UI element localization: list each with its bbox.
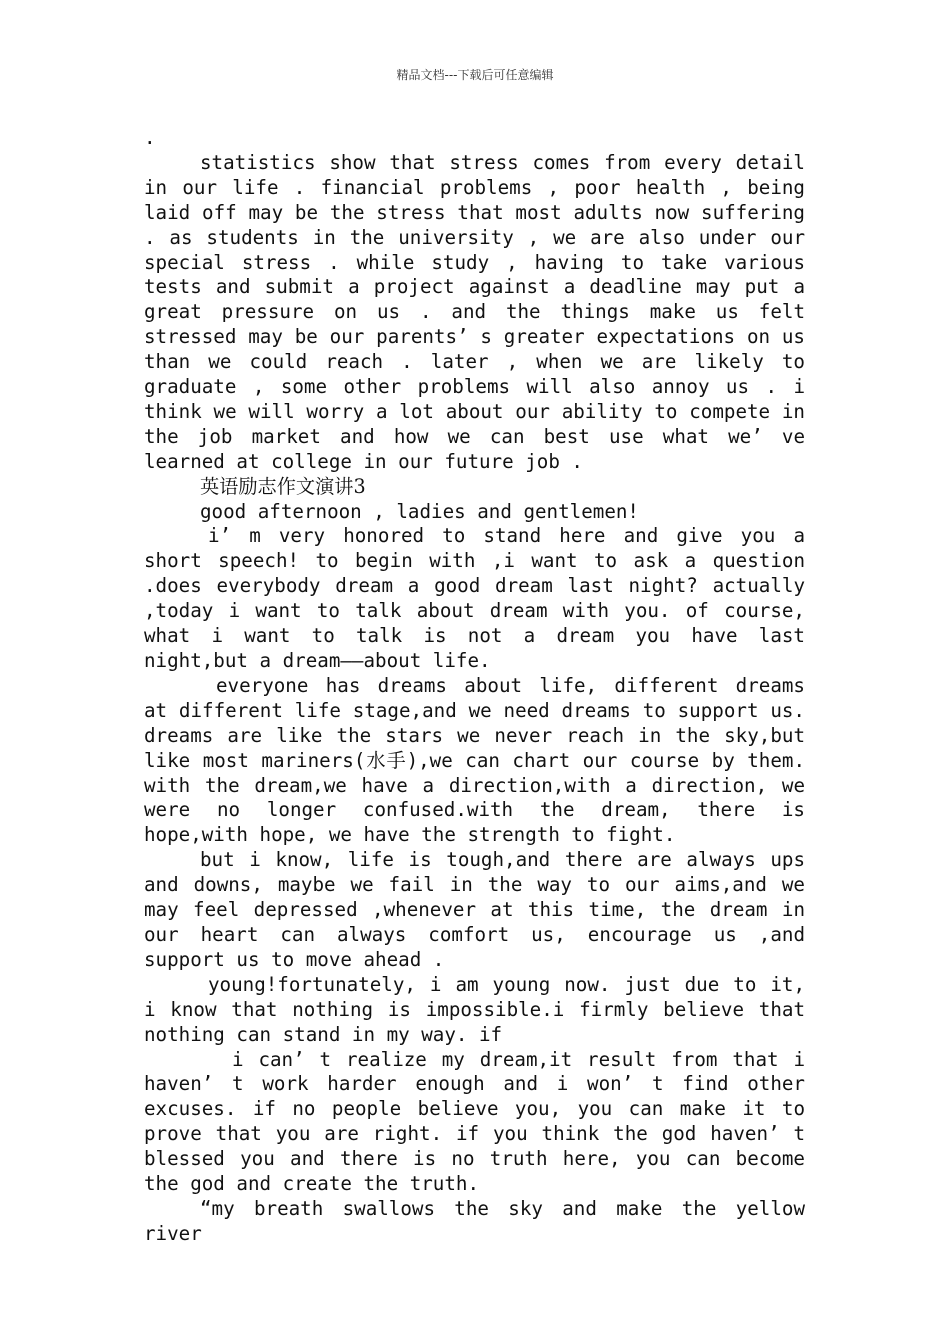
lead-mark: . [144, 126, 156, 149]
paragraph-dreams: everyone has dreams about life, different dreams at different life stage,and we need dreams to support us. dreams are like the stars we never reach in the sky,but like most mariners(水手),we can chart our course by them. with the dream,we have a direction,with a direction, we were no longer confused.with the dream, there is hope,with hope, we have the strength to fight. [144, 673, 805, 847]
section-heading: 英语励志作文演讲3 [200, 474, 366, 498]
document-body [144, 126, 805, 1247]
greeting-line: good afternoon , ladies and gentlemen! [200, 499, 639, 523]
paragraph-realize: i can’ t realize my dream,it result from that i haven’ t work harder enough and i won’ t find other excuses. if no people believe you, you can make it to prove that you are right. if you think the god haven’ t blessed you and there is no truth here, you can become the god and create the truth. [144, 1047, 805, 1196]
paragraph-intro: i’ m very honored to stand here and give you a short speech! to begin with ,i want to ask a question .does everybody dream a good dream last night? actually ,today i want to talk about dream with you. of course, what i want to talk is not a dream you have last night,but a dream——about life. [144, 524, 805, 673]
paragraph-tough-life: but i know, life is tough,and there are always ups and downs, maybe we fail in the way to our aims,and we may feel depressed ,whenever at this time, the dream in our heart can always comfort us, encourage us ,and support us to move ahead . [144, 848, 805, 971]
paragraph-young: young!fortunately, i am young now. just due to it, i know that nothing is impossible.i firmly believe that nothing can stand in my way. if [144, 972, 805, 1046]
page-header: 精品文档---下载后可任意编辑 [396, 68, 554, 82]
paragraph-quote: “my breath swallows the sky and make the yellow river [144, 1196, 805, 1245]
paragraph-stress: statistics show that stress comes from every detail in our life . financial problems , poor health , being laid off may be the stress that most adults now suffering . as students in the university , we are also under our special stress . while study , having to take various tests and submit a project against a deadline may put a great pressure on us . and the things make us felt stressed may be our parents’ s greater expectations on us than we could reach . later , when we are likely to graduate , some other problems will also annoy us . i think we will worry a lot about our ability to compete in the job market and how we can best use what we’ ve learned at college in our future job . [144, 150, 805, 473]
